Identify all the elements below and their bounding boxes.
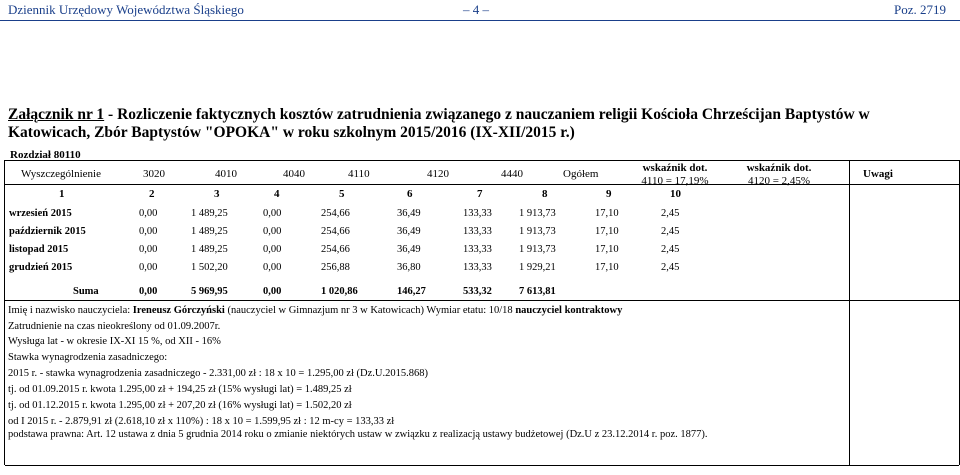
header-rule: [0, 20, 960, 21]
page-header-center: – 4 –: [463, 2, 489, 17]
col-number: 1: [59, 188, 65, 200]
teacher-status: nauczyciel kontraktowy: [515, 305, 623, 316]
col-number: 7: [477, 188, 483, 200]
cell-4110: 254,66: [321, 226, 350, 237]
col-header-4110: 4110: [348, 168, 370, 180]
cell-4120: 36,49: [397, 244, 421, 255]
cell-ogolem: 1 913,73: [519, 226, 556, 237]
cell-4120: 36,80: [397, 262, 421, 273]
uwagi-divider: [849, 160, 850, 465]
table-rule: [5, 160, 959, 161]
wskaznik-4110-label: wskaźnik dot.: [642, 162, 708, 174]
cell-ogolem: 1 913,73: [519, 244, 556, 255]
col-header-4440: 4440: [501, 168, 523, 180]
teacher-name: Ireneusz Górczyński: [132, 305, 225, 316]
suma-4010: 5 969,95: [191, 286, 228, 297]
suma-label: Suma: [73, 286, 99, 297]
cell-wskaznik-4110: 17,10: [595, 208, 619, 219]
col-number: 6: [407, 188, 413, 200]
col-header-wskaznik-4110: [633, 162, 717, 188]
seniority-info: Wysługa lat - w okresie IX-XI 15 %, od XII - 16%: [8, 336, 221, 347]
salary-line-0112: tj. od 01.12.2015 r. kwota 1.295,00 zł + 207,20 zł (16% wysługi lat) = 1.502,20 zł: [8, 400, 352, 411]
cell-4040: 0,00: [263, 244, 282, 255]
col-header-4040: 4040: [283, 168, 305, 180]
salary-line-0109: tj. od 01.09.2015 r. kwota 1.295,00 zł + 194,25 zł (15% wysługi lat) = 1.489,25 zł: [8, 384, 352, 395]
cell-4040: 0,00: [263, 226, 282, 237]
base-salary-heading: Stawka wynagrodzenia zasadniczego:: [8, 352, 168, 363]
wskaznik-4120-label: wskaźnik dot.: [746, 162, 812, 174]
cell-3020: 0,00: [139, 244, 158, 255]
cell-wskaznik-4120: 2,45: [661, 262, 680, 273]
cell-4010: 1 489,25: [191, 226, 228, 237]
teacher-mid: (nauczyciel w Gimnazjum nr 3 w Katowicach) Wymiar etatu: 10/18: [224, 305, 516, 316]
rozdzial-label: Rozdział 80110: [10, 149, 81, 161]
teacher-prefix: Imię i nazwisko nauczyciela:: [8, 305, 133, 316]
col-header-ogolem: Ogółem: [563, 168, 599, 180]
cell-4040: 0,00: [263, 262, 282, 273]
cell-ogolem: 1 929,21: [519, 262, 556, 273]
col-header-wyszczegolnienie: Wyszczególnienie: [21, 168, 101, 180]
col-number: 8: [542, 188, 548, 200]
cell-4010: 1 489,25: [191, 208, 228, 219]
cell-4440: 133,33: [463, 244, 492, 255]
cell-3020: 0,00: [139, 262, 158, 273]
col-header-wskaznik-4120: [739, 162, 819, 188]
col-header-uwagi: Uwagi: [863, 168, 893, 180]
legal-basis: podstawa prawna: Art. 12 ustawa z dnia 5 grudnia 2014 roku o zmianie niektórych ustaw w związku z realizacją ustawy budżetowej (Dz.U z 23.12.2014 r. poz. 1877).: [8, 429, 708, 440]
cell-wskaznik-4110: 17,10: [595, 262, 619, 273]
col-number: 4: [274, 188, 280, 200]
cell-4120: 36,49: [397, 208, 421, 219]
row-label: wrzesień 2015: [9, 208, 72, 219]
wskaznik-4120-value: 4120 = 2,45%: [747, 175, 811, 187]
salary-line-2015: 2015 r. - stawka wynagrodzenia zasadniczego - 2.331,00 zł : 18 x 10 = 1.295,00 zł (Dz.U.2015.868): [8, 368, 428, 379]
cell-ogolem: 1 913,73: [519, 208, 556, 219]
cell-4440: 133,33: [463, 208, 492, 219]
suma-4120: 146,27: [397, 286, 426, 297]
wskaznik-4110-value: 4110 = 17,19%: [641, 175, 709, 187]
title-text: - Rozliczenie faktycznych kosztów zatrudnienia związanego z nauczaniem religii Kościoła Chrześcijan Baptystów w Katowicach, Zbór Baptystów "OPOKA" w roku szkolnym 2015/2016 (IX-XII/2015 r.): [8, 106, 870, 141]
col-header-4120: 4120: [427, 168, 449, 180]
cell-4440: 133,33: [463, 262, 492, 273]
suma-ogolem: 7 613,81: [519, 286, 556, 297]
cell-3020: 0,00: [139, 226, 158, 237]
page-header-right: Poz. 2719: [894, 2, 946, 17]
col-header-3020: 3020: [143, 168, 165, 180]
row-label: listopad 2015: [9, 244, 69, 255]
cell-wskaznik-4120: 2,45: [661, 226, 680, 237]
cell-4110: 256,88: [321, 262, 350, 273]
col-number: 9: [606, 188, 612, 200]
cell-4040: 0,00: [263, 208, 282, 219]
col-number: 5: [339, 188, 345, 200]
col-header-4010: 4010: [215, 168, 237, 180]
document-title: [8, 106, 938, 142]
cell-wskaznik-4120: 2,45: [661, 208, 680, 219]
table-rule: [5, 300, 959, 301]
suma-4440: 533,32: [463, 286, 492, 297]
cell-4010: 1 489,25: [191, 244, 228, 255]
suma-4040: 0,00: [263, 286, 282, 297]
col-number: 2: [149, 188, 155, 200]
cell-3020: 0,00: [139, 208, 158, 219]
cell-4440: 133,33: [463, 226, 492, 237]
cell-wskaznik-4120: 2,45: [661, 244, 680, 255]
table-rule: [5, 465, 959, 466]
cell-wskaznik-4110: 17,10: [595, 244, 619, 255]
cell-wskaznik-4110: 17,10: [595, 226, 619, 237]
row-label: październik 2015: [9, 226, 86, 237]
col-number: 3: [214, 188, 220, 200]
cell-4010: 1 502,20: [191, 262, 228, 273]
employment-info: Zatrudnienie na czas nieokreślony od 01.09.2007r.: [8, 321, 221, 332]
col-number: 10: [670, 188, 681, 200]
cell-4120: 36,49: [397, 226, 421, 237]
teacher-info: [8, 305, 622, 316]
suma-3020: 0,00: [139, 286, 158, 297]
salary-line-od-i: od I 2015 r. - 2.879,91 zł (2.618,10 zł x 110%) : 18 x 10 = 1.599,95 zł : 12 m-cy = 133,33 zł: [8, 416, 395, 427]
row-label: grudzień 2015: [9, 262, 73, 273]
attachment-label: Załącznik nr 1: [8, 106, 105, 123]
cell-4110: 254,66: [321, 244, 350, 255]
page-header-left: Dziennik Urzędowy Województwa Śląskiego: [8, 2, 244, 17]
suma-4110: 1 020,86: [321, 286, 358, 297]
cell-4110: 254,66: [321, 208, 350, 219]
